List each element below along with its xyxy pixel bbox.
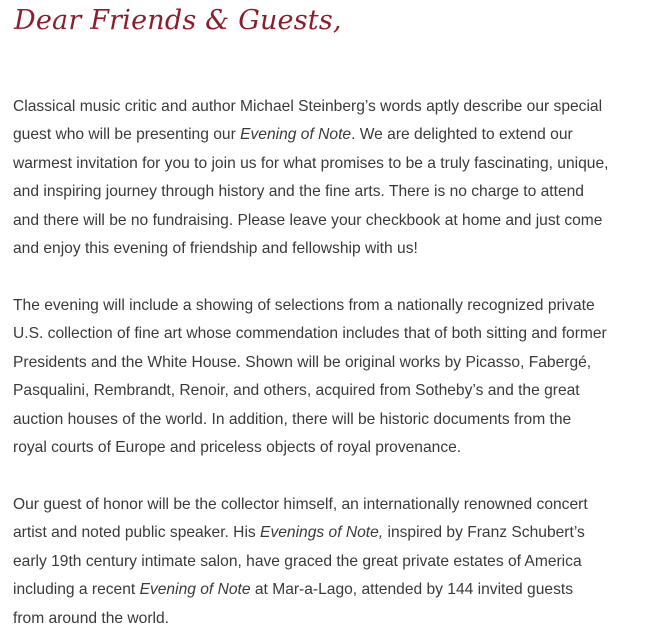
letter-greeting: Dear Friends & Guests, bbox=[14, 5, 342, 36]
emphasized-text: Evening of Note bbox=[139, 581, 251, 599]
paragraph-guest-of-honor: Our guest of honor will be the collector himself, an internationally renowned concert artist and noted public speaker. His Evenings of Note, inspired by Franz Schubert’s early 19th century intimate salon, have graced the great private estates of America including a recent Evening of Note at Mar-a-Lago, attended by 144 invited guests from around the world. bbox=[13, 496, 588, 627]
paragraph-art-showing: The evening will include a showing of selections from a nationally recognized private U.S. collection of fine art whose commendation includes that of both sitting and former Presidents and the White House. Shown will be original works by Picasso, Fabergé, Pasqualini, Rembrandt, Renoir, and others, acquired from Sotheby’s and the great auction houses of the world. In addition, there will be historic documents from the royal courts of Europe and priceless objects of royal provenance. bbox=[13, 297, 607, 457]
emphasized-text: Evenings of Note, bbox=[260, 524, 384, 542]
paragraph-introduction: Classical music critic and author Michael Steinberg’s words aptly describe our special guest who will be presenting our Evening of Note. We are delighted to extend our warmest invitation for you to join us for what promises to be a truly fascinating, unique, and inspiring journey through history and the fine arts. There is no charge to attend and there will be no fundraising. Please leave your checkbook at home and just come and enjoy this evening of friendship and fellowship with us! bbox=[13, 98, 609, 258]
emphasized-text: Evening of Note bbox=[240, 126, 352, 144]
